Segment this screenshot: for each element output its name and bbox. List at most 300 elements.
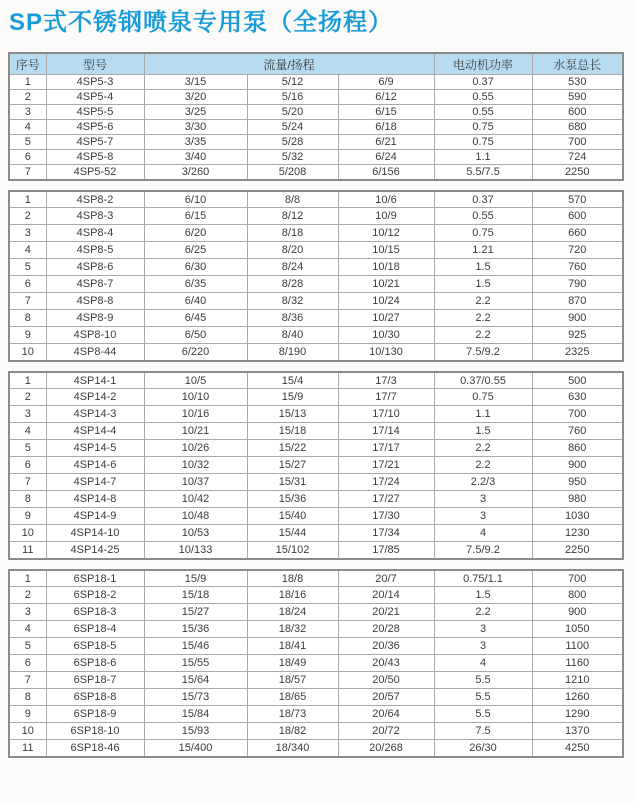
cell-flow-head-2: 15/4 <box>247 372 338 389</box>
cell-flow-head-1: 15/64 <box>144 672 247 689</box>
header-cell-model: 型号 <box>46 53 144 75</box>
cell-pump-length: 2250 <box>532 542 623 559</box>
cell-motor-power: 2.2 <box>434 327 532 344</box>
cell-model: 4SP8-5 <box>46 242 144 259</box>
cell-flow-head-1: 10/32 <box>144 457 247 474</box>
cell-flow-head-3: 10/21 <box>338 276 434 293</box>
cell-model: 4SP5-5 <box>46 105 144 120</box>
cell-serial: 8 <box>9 689 46 706</box>
cell-flow-head-3: 20/43 <box>338 655 434 672</box>
table-row <box>9 165 623 180</box>
cell-flow-head-1: 6/20 <box>144 225 247 242</box>
cell-pump-length: 700 <box>532 570 623 587</box>
cell-model: 4SP14-4 <box>46 423 144 440</box>
cell-flow-head-3: 17/85 <box>338 542 434 559</box>
cell-flow-head-3: 17/7 <box>338 389 434 406</box>
cell-pump-length: 700 <box>532 406 623 423</box>
cell-serial: 2 <box>9 90 46 105</box>
cell-pump-length: 1370 <box>532 723 623 740</box>
cell-serial: 10 <box>9 344 46 361</box>
cell-motor-power: 0.75/1.1 <box>434 570 532 587</box>
cell-flow-head-2: 15/36 <box>247 491 338 508</box>
cell-flow-head-3: 10/12 <box>338 225 434 242</box>
cell-serial: 1 <box>9 75 46 90</box>
table-row <box>9 440 623 457</box>
cell-serial: 5 <box>9 638 46 655</box>
cell-flow-head-1: 10/48 <box>144 508 247 525</box>
cell-pump-length: 1100 <box>532 638 623 655</box>
table-row <box>9 672 623 689</box>
cell-pump-length: 570 <box>532 191 623 208</box>
cell-flow-head-3: 10/15 <box>338 242 434 259</box>
cell-flow-head-3: 20/21 <box>338 604 434 621</box>
cell-serial: 9 <box>9 706 46 723</box>
cell-flow-head-3: 6/21 <box>338 135 434 150</box>
cell-flow-head-1: 6/15 <box>144 208 247 225</box>
cell-flow-head-1: 15/27 <box>144 604 247 621</box>
cell-motor-power: 5.5 <box>434 689 532 706</box>
table-row <box>9 508 623 525</box>
cell-flow-head-1: 6/30 <box>144 259 247 276</box>
table-row <box>9 474 623 491</box>
cell-flow-head-3: 6/156 <box>338 165 434 180</box>
table-row <box>9 723 623 740</box>
cell-motor-power: 0.55 <box>434 90 532 105</box>
cell-serial: 7 <box>9 293 46 310</box>
cell-flow-head-2: 15/13 <box>247 406 338 423</box>
cell-flow-head-2: 18/57 <box>247 672 338 689</box>
cell-serial: 10 <box>9 525 46 542</box>
cell-flow-head-2: 15/31 <box>247 474 338 491</box>
cell-serial: 7 <box>9 672 46 689</box>
cell-flow-head-3: 10/27 <box>338 310 434 327</box>
cell-flow-head-1: 10/5 <box>144 372 247 389</box>
table-row <box>9 525 623 542</box>
cell-flow-head-3: 17/24 <box>338 474 434 491</box>
table-row <box>9 344 623 361</box>
table-row <box>9 150 623 165</box>
cell-motor-power: 7.5 <box>434 723 532 740</box>
cell-serial: 9 <box>9 327 46 344</box>
cell-motor-power: 2.2 <box>434 440 532 457</box>
cell-pump-length: 630 <box>532 389 623 406</box>
cell-model: 4SP8-4 <box>46 225 144 242</box>
cell-flow-head-3: 10/130 <box>338 344 434 361</box>
cell-model: 6SP18-2 <box>46 587 144 604</box>
cell-serial: 4 <box>9 621 46 638</box>
cell-serial: 1 <box>9 570 46 587</box>
cell-serial: 11 <box>9 740 46 757</box>
cell-pump-length: 2250 <box>532 165 623 180</box>
cell-flow-head-2: 8/32 <box>247 293 338 310</box>
cell-serial: 2 <box>9 587 46 604</box>
cell-pump-length: 1050 <box>532 621 623 638</box>
cell-flow-head-3: 20/268 <box>338 740 434 757</box>
cell-motor-power: 2.2 <box>434 457 532 474</box>
spec-table-group-3 <box>8 371 624 560</box>
table-row <box>9 706 623 723</box>
cell-flow-head-1: 3/40 <box>144 150 247 165</box>
cell-flow-head-1: 6/45 <box>144 310 247 327</box>
cell-flow-head-3: 17/34 <box>338 525 434 542</box>
table-row <box>9 120 623 135</box>
table-row <box>9 135 623 150</box>
cell-flow-head-3: 10/30 <box>338 327 434 344</box>
cell-pump-length: 800 <box>532 587 623 604</box>
table-row <box>9 208 623 225</box>
table-body <box>9 570 623 757</box>
cell-flow-head-3: 20/50 <box>338 672 434 689</box>
table-row <box>9 587 623 604</box>
cell-flow-head-1: 10/133 <box>144 542 247 559</box>
table-row <box>9 570 623 587</box>
cell-serial: 1 <box>9 191 46 208</box>
cell-model: 4SP8-6 <box>46 259 144 276</box>
table-row <box>9 621 623 638</box>
cell-motor-power: 1.21 <box>434 242 532 259</box>
header-cell-pump-length: 水泵总长 <box>532 53 623 75</box>
cell-flow-head-1: 10/26 <box>144 440 247 457</box>
cell-flow-head-1: 15/36 <box>144 621 247 638</box>
table-row <box>9 293 623 310</box>
cell-motor-power: 4 <box>434 655 532 672</box>
cell-serial: 9 <box>9 508 46 525</box>
cell-flow-head-2: 5/32 <box>247 150 338 165</box>
table-row <box>9 457 623 474</box>
cell-flow-head-2: 18/24 <box>247 604 338 621</box>
cell-pump-length: 1160 <box>532 655 623 672</box>
cell-flow-head-2: 5/16 <box>247 90 338 105</box>
cell-model: 6SP18-5 <box>46 638 144 655</box>
cell-flow-head-3: 17/30 <box>338 508 434 525</box>
cell-flow-head-3: 20/57 <box>338 689 434 706</box>
header-row <box>9 53 623 75</box>
cell-flow-head-2: 8/28 <box>247 276 338 293</box>
cell-motor-power: 1.1 <box>434 406 532 423</box>
cell-motor-power: 1.5 <box>434 276 532 293</box>
cell-model: 4SP8-8 <box>46 293 144 310</box>
cell-motor-power: 0.75 <box>434 135 532 150</box>
table-row <box>9 638 623 655</box>
cell-motor-power: 1.1 <box>434 150 532 165</box>
cell-flow-head-2: 5/28 <box>247 135 338 150</box>
cell-model: 4SP14-8 <box>46 491 144 508</box>
cell-model: 4SP5-4 <box>46 90 144 105</box>
cell-flow-head-1: 3/35 <box>144 135 247 150</box>
cell-flow-head-2: 18/73 <box>247 706 338 723</box>
cell-motor-power: 1.5 <box>434 587 532 604</box>
cell-pump-length: 860 <box>532 440 623 457</box>
cell-model: 6SP18-1 <box>46 570 144 587</box>
cell-flow-head-2: 15/27 <box>247 457 338 474</box>
cell-model: 4SP14-5 <box>46 440 144 457</box>
cell-serial: 6 <box>9 150 46 165</box>
cell-flow-head-3: 6/9 <box>338 75 434 90</box>
cell-motor-power: 5.5 <box>434 706 532 723</box>
cell-flow-head-3: 6/15 <box>338 105 434 120</box>
cell-flow-head-3: 6/18 <box>338 120 434 135</box>
cell-serial: 6 <box>9 276 46 293</box>
cell-model: 4SP14-2 <box>46 389 144 406</box>
cell-flow-head-3: 6/24 <box>338 150 434 165</box>
cell-flow-head-1: 6/220 <box>144 344 247 361</box>
cell-pump-length: 600 <box>532 105 623 120</box>
cell-flow-head-2: 5/24 <box>247 120 338 135</box>
cell-flow-head-2: 5/12 <box>247 75 338 90</box>
cell-flow-head-3: 20/36 <box>338 638 434 655</box>
cell-flow-head-1: 10/53 <box>144 525 247 542</box>
cell-serial: 2 <box>9 208 46 225</box>
cell-pump-length: 4250 <box>532 740 623 757</box>
cell-flow-head-2: 15/44 <box>247 525 338 542</box>
cell-flow-head-1: 10/16 <box>144 406 247 423</box>
cell-flow-head-3: 17/17 <box>338 440 434 457</box>
cell-pump-length: 500 <box>532 372 623 389</box>
cell-model: 6SP18-46 <box>46 740 144 757</box>
cell-motor-power: 0.75 <box>434 225 532 242</box>
cell-flow-head-1: 15/9 <box>144 570 247 587</box>
cell-motor-power: 5.5 <box>434 672 532 689</box>
cell-flow-head-1: 15/18 <box>144 587 247 604</box>
cell-pump-length: 790 <box>532 276 623 293</box>
cell-motor-power: 26/30 <box>434 740 532 757</box>
cell-motor-power: 7.5/9.2 <box>434 542 532 559</box>
cell-pump-length: 900 <box>532 310 623 327</box>
cell-flow-head-2: 8/24 <box>247 259 338 276</box>
cell-flow-head-1: 6/25 <box>144 242 247 259</box>
cell-serial: 10 <box>9 723 46 740</box>
cell-model: 4SP5-3 <box>46 75 144 90</box>
cell-serial: 3 <box>9 406 46 423</box>
cell-flow-head-2: 15/9 <box>247 389 338 406</box>
cell-flow-head-1: 6/35 <box>144 276 247 293</box>
cell-model: 6SP18-8 <box>46 689 144 706</box>
spec-tables <box>8 52 622 758</box>
cell-motor-power: 2.2 <box>434 293 532 310</box>
cell-motor-power: 2.2 <box>434 310 532 327</box>
table-row <box>9 310 623 327</box>
table-body <box>9 372 623 559</box>
cell-model: 6SP18-6 <box>46 655 144 672</box>
cell-flow-head-2: 5/208 <box>247 165 338 180</box>
cell-model: 4SP14-25 <box>46 542 144 559</box>
cell-pump-length: 724 <box>532 150 623 165</box>
cell-flow-head-3: 17/14 <box>338 423 434 440</box>
cell-pump-length: 2325 <box>532 344 623 361</box>
cell-flow-head-1: 10/10 <box>144 389 247 406</box>
table-row <box>9 372 623 389</box>
cell-motor-power: 7.5/9.2 <box>434 344 532 361</box>
cell-flow-head-2: 18/65 <box>247 689 338 706</box>
cell-flow-head-3: 20/64 <box>338 706 434 723</box>
table-row <box>9 75 623 90</box>
cell-flow-head-2: 18/82 <box>247 723 338 740</box>
cell-flow-head-1: 3/15 <box>144 75 247 90</box>
cell-serial: 4 <box>9 120 46 135</box>
table-row <box>9 655 623 672</box>
cell-serial: 11 <box>9 542 46 559</box>
cell-flow-head-2: 8/20 <box>247 242 338 259</box>
cell-flow-head-2: 15/22 <box>247 440 338 457</box>
table-row <box>9 242 623 259</box>
cell-flow-head-1: 15/400 <box>144 740 247 757</box>
cell-serial: 7 <box>9 165 46 180</box>
cell-model: 4SP5-8 <box>46 150 144 165</box>
header-cell-serial: 序号 <box>9 53 46 75</box>
cell-flow-head-1: 15/84 <box>144 706 247 723</box>
table-row <box>9 542 623 559</box>
table-row <box>9 105 623 120</box>
cell-pump-length: 700 <box>532 135 623 150</box>
table-row <box>9 276 623 293</box>
cell-flow-head-2: 18/16 <box>247 587 338 604</box>
cell-pump-length: 1290 <box>532 706 623 723</box>
table-row <box>9 740 623 757</box>
table-body <box>9 75 623 180</box>
cell-flow-head-3: 17/3 <box>338 372 434 389</box>
cell-flow-head-1: 10/21 <box>144 423 247 440</box>
cell-flow-head-2: 8/36 <box>247 310 338 327</box>
cell-flow-head-2: 18/49 <box>247 655 338 672</box>
cell-pump-length: 925 <box>532 327 623 344</box>
cell-serial: 4 <box>9 242 46 259</box>
cell-flow-head-3: 20/28 <box>338 621 434 638</box>
cell-model: 4SP8-7 <box>46 276 144 293</box>
cell-flow-head-2: 15/102 <box>247 542 338 559</box>
cell-serial: 5 <box>9 259 46 276</box>
cell-flow-head-2: 5/20 <box>247 105 338 120</box>
cell-model: 4SP8-9 <box>46 310 144 327</box>
cell-motor-power: 1.5 <box>434 259 532 276</box>
cell-flow-head-3: 20/14 <box>338 587 434 604</box>
cell-flow-head-3: 10/9 <box>338 208 434 225</box>
cell-model: 4SP5-6 <box>46 120 144 135</box>
cell-flow-head-3: 17/27 <box>338 491 434 508</box>
cell-motor-power: 0.75 <box>434 120 532 135</box>
cell-motor-power: 0.37 <box>434 75 532 90</box>
cell-model: 4SP5-7 <box>46 135 144 150</box>
cell-flow-head-2: 18/340 <box>247 740 338 757</box>
cell-model: 4SP14-7 <box>46 474 144 491</box>
cell-model: 6SP18-4 <box>46 621 144 638</box>
cell-serial: 3 <box>9 604 46 621</box>
cell-flow-head-1: 6/50 <box>144 327 247 344</box>
cell-flow-head-1: 15/93 <box>144 723 247 740</box>
cell-flow-head-3: 20/72 <box>338 723 434 740</box>
cell-flow-head-2: 8/12 <box>247 208 338 225</box>
cell-model: 4SP14-1 <box>46 372 144 389</box>
cell-motor-power: 2.2 <box>434 604 532 621</box>
cell-flow-head-1: 3/260 <box>144 165 247 180</box>
cell-pump-length: 1260 <box>532 689 623 706</box>
cell-flow-head-1: 6/40 <box>144 293 247 310</box>
cell-model: 4SP14-3 <box>46 406 144 423</box>
cell-model: 4SP14-9 <box>46 508 144 525</box>
cell-flow-head-2: 8/18 <box>247 225 338 242</box>
cell-flow-head-2: 15/18 <box>247 423 338 440</box>
cell-pump-length: 950 <box>532 474 623 491</box>
cell-flow-head-3: 10/24 <box>338 293 434 310</box>
cell-motor-power: 3 <box>434 508 532 525</box>
cell-model: 4SP14-10 <box>46 525 144 542</box>
cell-pump-length: 660 <box>532 225 623 242</box>
table-row <box>9 327 623 344</box>
cell-flow-head-3: 17/21 <box>338 457 434 474</box>
cell-model: 6SP18-9 <box>46 706 144 723</box>
cell-model: 6SP18-7 <box>46 672 144 689</box>
cell-serial: 1 <box>9 372 46 389</box>
cell-model: 4SP8-10 <box>46 327 144 344</box>
cell-model: 6SP18-3 <box>46 604 144 621</box>
cell-flow-head-1: 15/55 <box>144 655 247 672</box>
cell-pump-length: 900 <box>532 457 623 474</box>
cell-flow-head-2: 8/8 <box>247 191 338 208</box>
table-body <box>9 191 623 361</box>
header-cell-motor-power: 电动机功率 <box>434 53 532 75</box>
cell-serial: 3 <box>9 225 46 242</box>
cell-model: 4SP8-44 <box>46 344 144 361</box>
cell-pump-length: 1030 <box>532 508 623 525</box>
cell-pump-length: 720 <box>532 242 623 259</box>
cell-pump-length: 760 <box>532 423 623 440</box>
cell-motor-power: 3 <box>434 621 532 638</box>
cell-motor-power: 5.5/7.5 <box>434 165 532 180</box>
cell-flow-head-3: 20/7 <box>338 570 434 587</box>
header-cell-flow-head: 流量/扬程 <box>144 53 434 75</box>
cell-pump-length: 680 <box>532 120 623 135</box>
cell-serial: 6 <box>9 457 46 474</box>
cell-flow-head-1: 15/73 <box>144 689 247 706</box>
cell-flow-head-1: 3/30 <box>144 120 247 135</box>
table-row <box>9 406 623 423</box>
table-row <box>9 423 623 440</box>
cell-pump-length: 760 <box>532 259 623 276</box>
cell-motor-power: 2.2/3 <box>434 474 532 491</box>
cell-model: 4SP5-52 <box>46 165 144 180</box>
cell-model: 4SP8-3 <box>46 208 144 225</box>
table-row <box>9 191 623 208</box>
table-row <box>9 491 623 508</box>
cell-flow-head-3: 6/12 <box>338 90 434 105</box>
cell-flow-head-1: 6/10 <box>144 191 247 208</box>
cell-flow-head-3: 10/6 <box>338 191 434 208</box>
cell-motor-power: 0.75 <box>434 389 532 406</box>
table-row <box>9 90 623 105</box>
cell-serial: 6 <box>9 655 46 672</box>
cell-motor-power: 0.55 <box>434 105 532 120</box>
page-title: SP式不锈钢喷泉专用泵（全扬程） <box>9 9 394 36</box>
cell-flow-head-2: 18/8 <box>247 570 338 587</box>
cell-serial: 4 <box>9 423 46 440</box>
cell-flow-head-2: 8/190 <box>247 344 338 361</box>
spec-table-group-4 <box>8 569 624 758</box>
cell-flow-head-2: 8/40 <box>247 327 338 344</box>
table-header <box>9 53 623 75</box>
cell-serial: 5 <box>9 135 46 150</box>
cell-model: 4SP8-2 <box>46 191 144 208</box>
spec-table-group-2 <box>8 190 624 362</box>
cell-pump-length: 870 <box>532 293 623 310</box>
cell-flow-head-1: 10/42 <box>144 491 247 508</box>
cell-model: 6SP18-10 <box>46 723 144 740</box>
cell-motor-power: 3 <box>434 638 532 655</box>
cell-pump-length: 600 <box>532 208 623 225</box>
cell-pump-length: 1230 <box>532 525 623 542</box>
table-row <box>9 689 623 706</box>
cell-pump-length: 1210 <box>532 672 623 689</box>
cell-pump-length: 590 <box>532 90 623 105</box>
cell-serial: 8 <box>9 491 46 508</box>
